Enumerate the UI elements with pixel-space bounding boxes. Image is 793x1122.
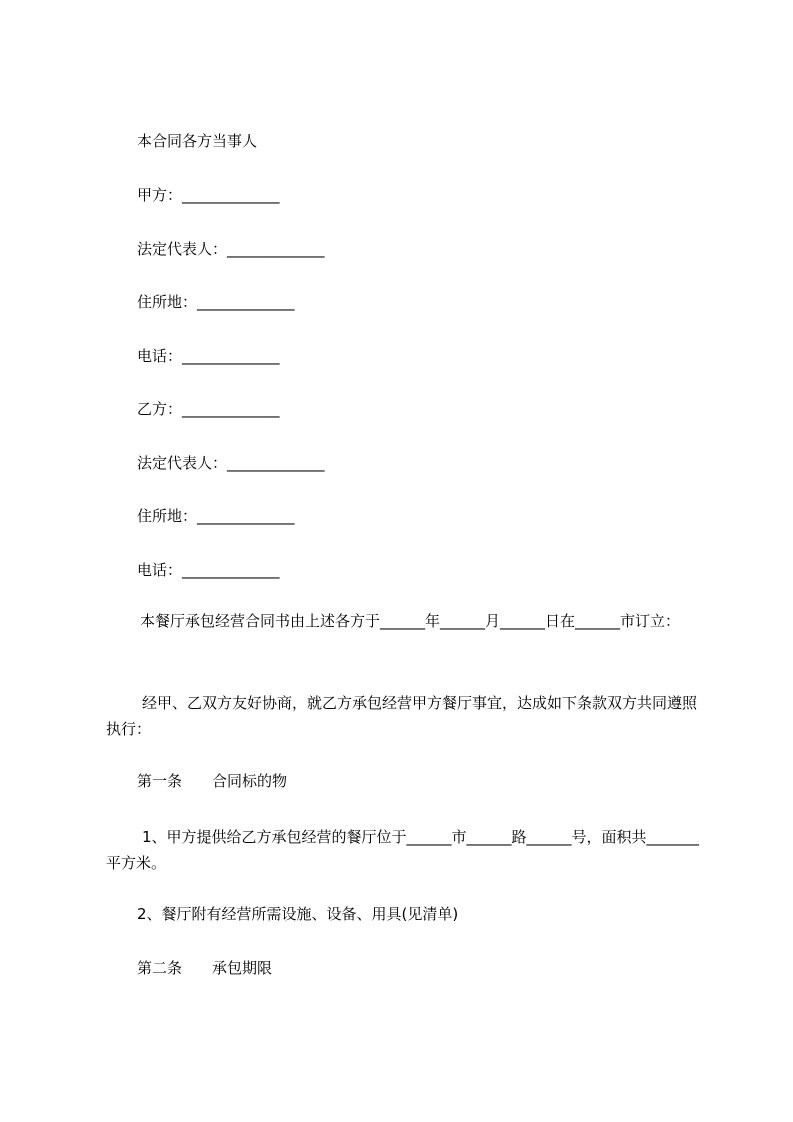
- party-a-field: 甲方：_____________: [137, 186, 280, 204]
- party-a-address-field: 住所地：_____________: [137, 293, 295, 311]
- party-b-representative-field: 法定代表人：_____________: [137, 454, 325, 472]
- article-2-title: 第二条 承包期限: [137, 959, 273, 977]
- party-b-field: 乙方：_____________: [137, 400, 280, 418]
- party-a-phone-field: 电话：_____________: [137, 347, 280, 365]
- party-b-address-field: 住所地：_____________: [137, 507, 295, 525]
- article-1-item-1: 1、甲方提供给乙方承包经营的餐厅位于______市______路______号，面积共_______平方米。: [106, 828, 700, 872]
- party-a-representative-field: 法定代表人：_____________: [137, 240, 325, 258]
- article-1-item-2: 2、餐厅附有经营所需设施、设备、用具(见清单): [137, 905, 459, 923]
- party-b-phone-field: 电话：_____________: [137, 561, 280, 579]
- agreement-paragraph: 经甲、乙双方友好协商，就乙方承包经营甲方餐厅事宜，达成如下条款双方共同遵照执行：: [106, 694, 698, 738]
- parties-heading: 本合同各方当事人: [137, 132, 258, 150]
- intro-paragraph: 本餐厅承包经营合同书由上述各方于______年______月______日在______市订立：: [140, 612, 681, 630]
- article-1-title: 第一条 合同标的物: [137, 772, 288, 790]
